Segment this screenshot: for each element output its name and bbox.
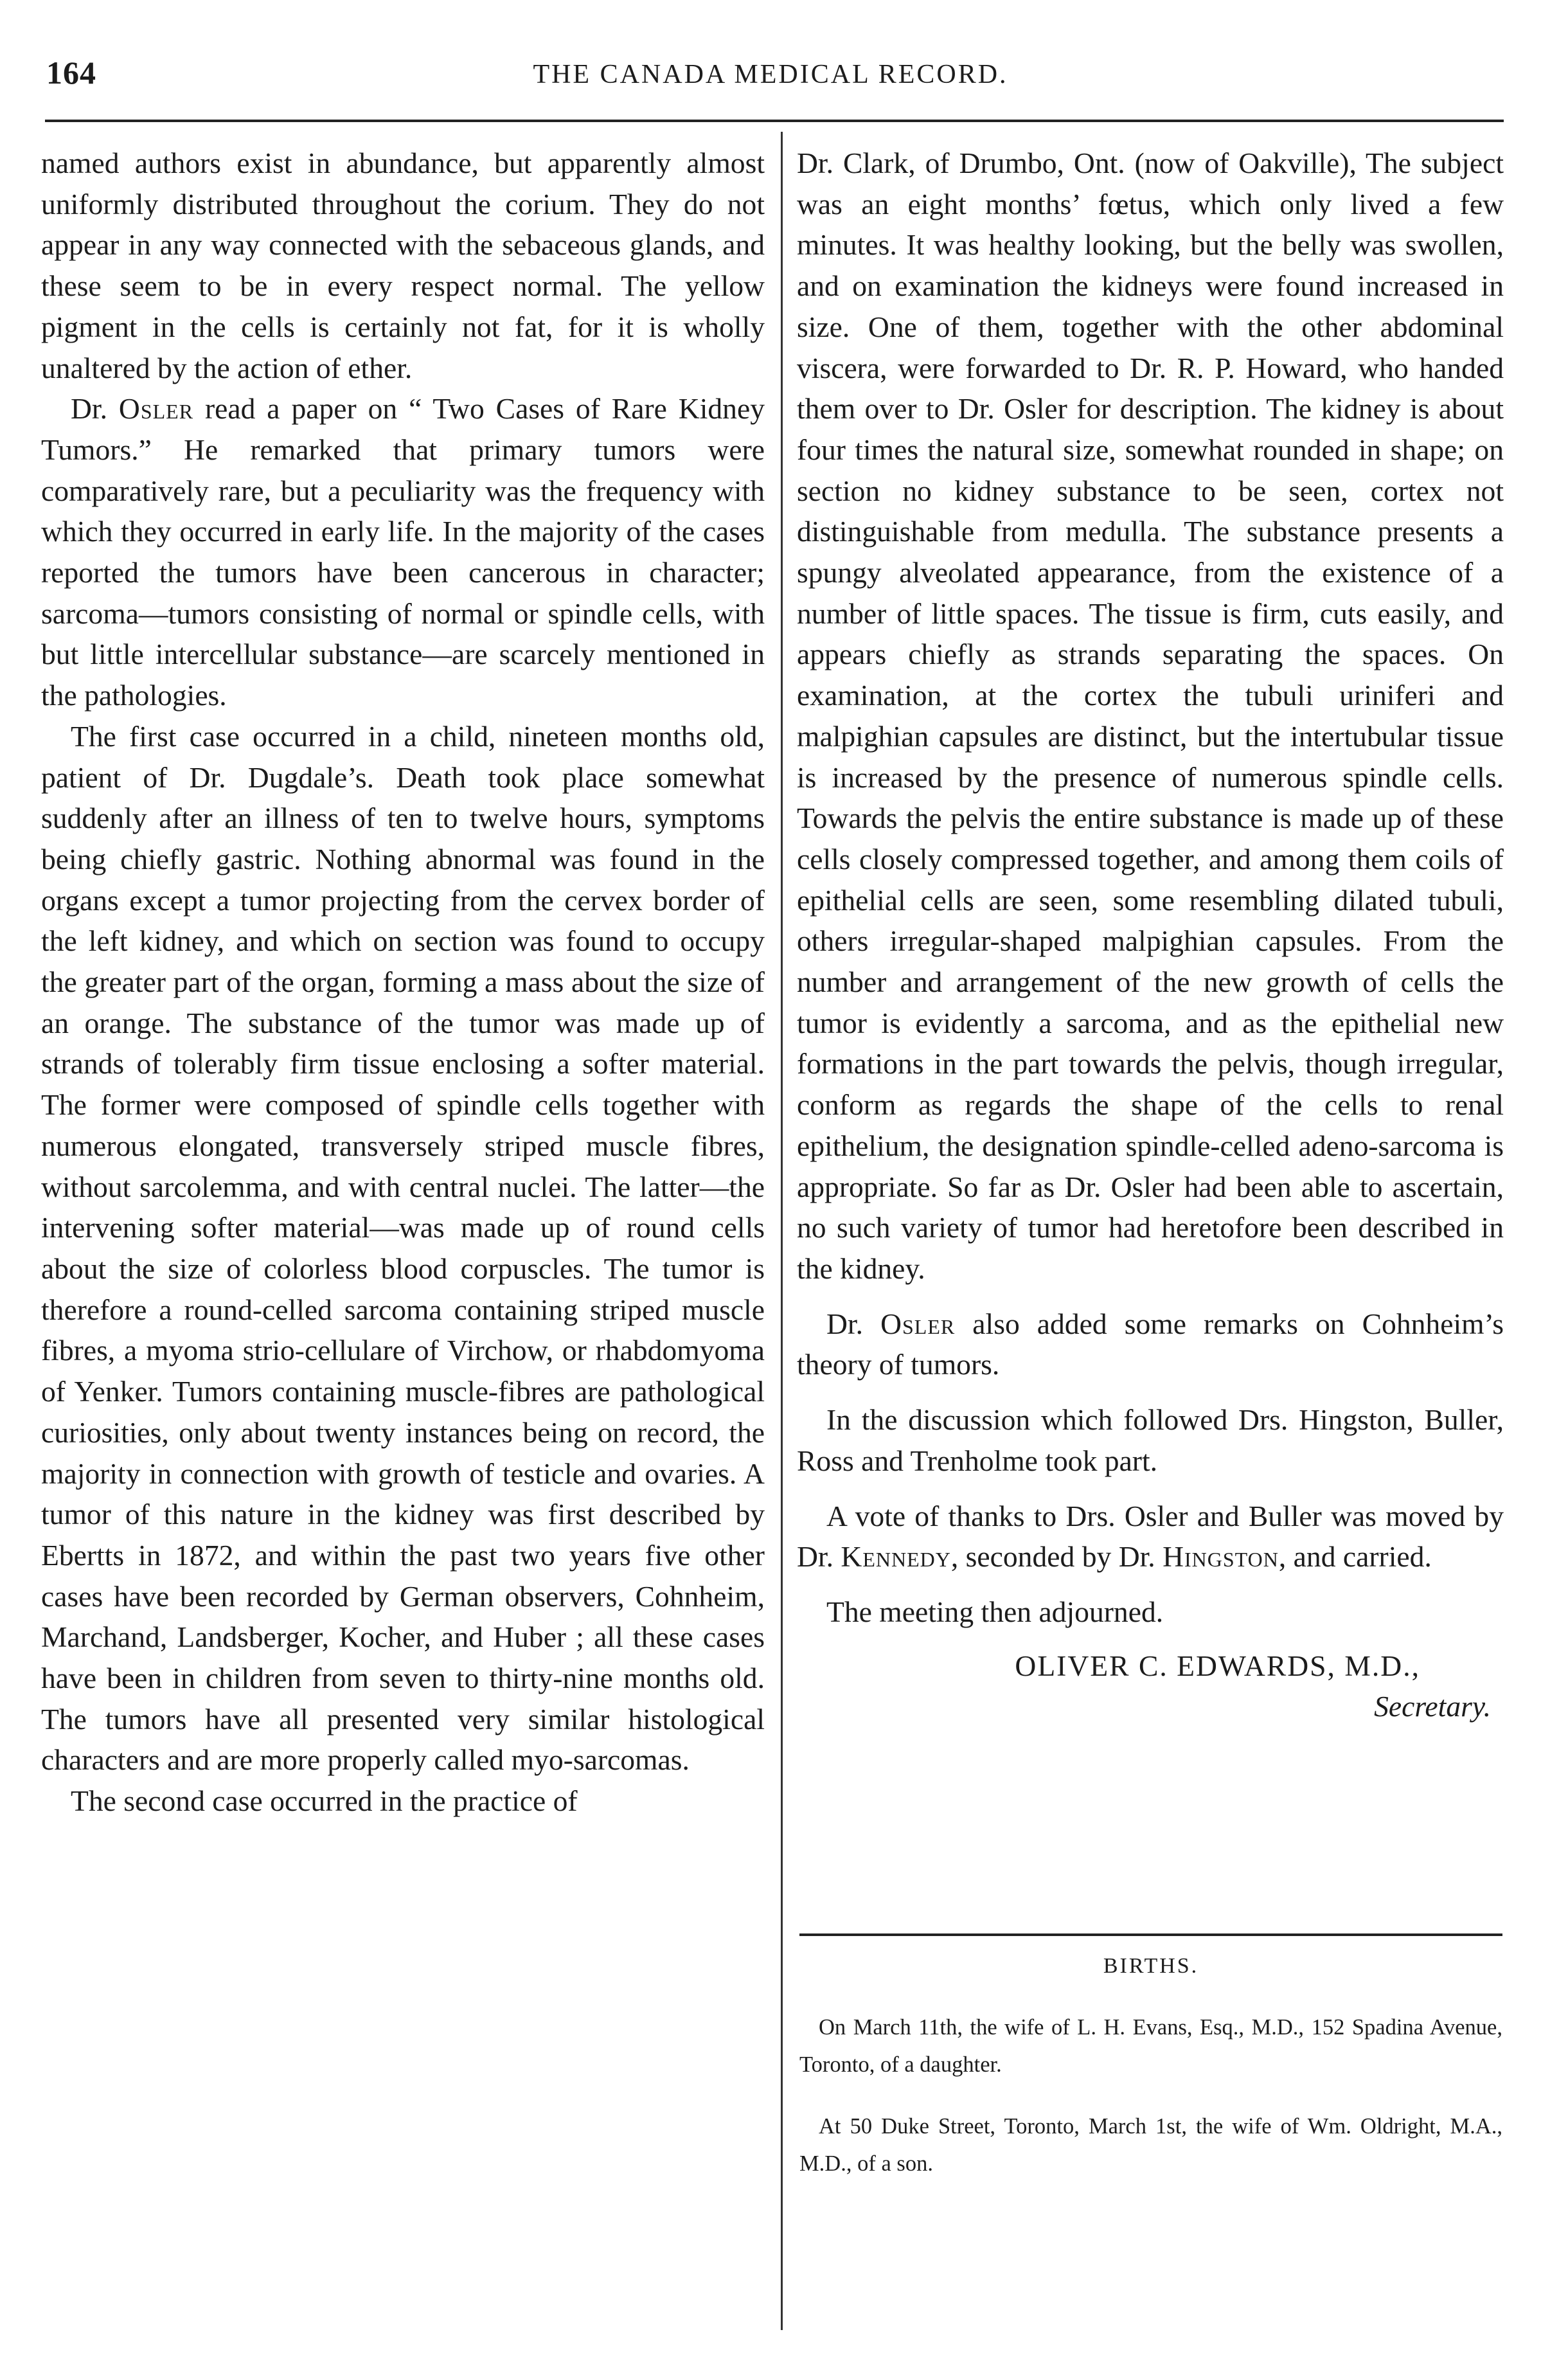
signature-name: OLIVER C. EDWARDS, M.D.,	[1015, 1649, 1420, 1682]
left-paragraph-3: The first case occurred in a child, nineteen months old, patient of Dr. Dugdale’s. Death took place somewhat suddenly after an illness of ten to twelve hours, symptoms being chiefly gastric. Nothing abnormal was found in the organs except a tumor projecting from the cervex border of the left kidney, and which on section was found to occupy the greater part of the organ, forming a mass about the size of an orange. The substance of the tumor was made up of strands of tolerably firm tissue enclosing a softer material. The former were composed of spindle cells together with numerous elongated, transversely striped muscle fibres, without sarcolemma, and with central nuclei. The latter—the intervening softer material—was made up of round cells about the size of colorless blood corpuscles. The tumor is therefore a round-celled sarcoma containing striped muscle fibres, a myoma strio-cellulare of Virchow, or rhabdomyoma of Yenker. Tumors containing muscle-fibres are pathological curiosities, only about twenty instances being on record, the majority in connection with growth of testicle and ovaries. A tumor of this nature in the kidney was first described by Ebertts in 1872, and within the past two years five other cases have been recorded by German observers, Cohnheim, Marchand, Landsberger, Kocher, and Huber ; all these cases have been in children from seven to thirty-nine months old. The tumors have all presented very similar histological characters and are more properly called myo-sarcomas.	[41, 719, 765, 1777]
right-paragraph-3: In the discussion which followed Drs. Hingston, Buller, Ross and Trenholme took part.	[797, 1403, 1504, 1477]
signature-block	[797, 1646, 1504, 1727]
speaker-name: Osler	[880, 1307, 956, 1340]
header-rule	[45, 120, 1504, 122]
right-paragraph-5: The meeting then adjourned.	[826, 1595, 1164, 1628]
running-head: THE CANADA MEDICAL RECORD.	[533, 60, 1008, 89]
left-column	[41, 143, 765, 1822]
column-divider	[781, 132, 783, 2330]
births-section	[799, 2009, 1502, 2182]
right-column	[797, 143, 1504, 1727]
right-p2-prefix: Dr.	[826, 1307, 881, 1340]
seconder-name: Hingston	[1163, 1540, 1279, 1574]
page-number: 164	[46, 55, 96, 91]
signature-title: Secretary.	[1374, 1690, 1491, 1723]
left-p2-text: read a paper on “ Two Cases of Rare Kidney Tumors.” He remarked that primary tumors were comparatively rare, but a peculiarity was the frequency with which they occurred in early life. In the majority of the cases reported the tumors have been cancerous in character; sarcoma—tumors consisting of normal or spindle cells, with but little intercellular substance—are scarcely mentioned in the pathologies.	[41, 392, 765, 712]
left-paragraph-4: The second case occurred in the practice of	[71, 1784, 578, 1818]
left-paragraph-2	[41, 388, 765, 716]
birth-entry: At 50 Duke Street, Toronto, March 1st, the wife of Wm. Oldright, M.A., M.D., of a son.	[799, 2114, 1502, 2176]
right-paragraph-2	[797, 1304, 1504, 1385]
births-heading: BIRTHS.	[1103, 1954, 1199, 1978]
page-header	[41, 50, 1500, 108]
speaker-name: Osler	[118, 392, 194, 426]
mover-name: Kennedy	[841, 1540, 951, 1574]
left-paragraph-1: named authors exist in abundance, but apparently almost uniformly distributed throughout the corium. They do not appear in any way connected with the sebaceous glands, and these seem to be in every respect normal. The yellow pigment in the cells is certainly not fat, for it is wholly unaltered by the action of ether.	[41, 147, 765, 384]
left-p2-prefix: Dr.	[71, 392, 119, 426]
births-rule	[799, 1933, 1502, 1936]
right-p4-mid: , seconded by Dr.	[950, 1540, 1163, 1574]
right-p4-suffix: , and carried.	[1278, 1540, 1432, 1574]
birth-entry: On March 11th, the wife of L. H. Evans, Esq., M.D., 152 Spadina Avenue, Toronto, of a daughter.	[799, 2015, 1502, 2077]
right-p4-prefix: A vote of thanks to Drs. Osler and Buller was moved by Dr.	[797, 1499, 1504, 1574]
right-p2-text: also added some remarks on Cohnheim’s theory of tumors.	[797, 1307, 1504, 1381]
right-paragraph-1: Dr. Clark, of Drumbo, Ont. (now of Oakville), The subject was an eight months’ fœtus, which only lived a few minutes. It was healthy looking, but the belly was swollen, and on examination the kidneys were found increased in size. One of them, together with the other abdominal viscera, were forwarded to Dr. R. P. Howard, who handed them over to Dr. Osler for description. The kidney is about four times the natural size, somewhat rounded in shape; on section no kidney substance to be seen, cortex not distinguishable from medulla. The substance presents a spungy alveolated appearance, from the existence of a number of little spaces. The tissue is firm, cuts easily, and appears chiefly as strands separating the spaces. On examination, at the cortex the tubuli uriniferi and malpighian capsules are distinct, but the intertubular tissue is increased by the presence of numerous spindle cells. Towards the pelvis the entire substance is made up of these cells closely compressed together, and among them coils of epithelial cells are seen, some resembling dilated tubuli, others irregular-shaped malpighian capsules. From the number and arrangement of the new growth of cells the tumor is evidently a sarcoma, and as the epithelial new formations in the part towards the pelvis, though irregular, conform as regards the shape of the cells to renal epithelium, the designation spindle-celled adeno-sarcoma is appropriate. So far as Dr. Osler had been able to ascertain, no such variety of tumor had heretofore been described in the kidney.	[797, 147, 1504, 1285]
right-paragraph-4	[797, 1496, 1504, 1577]
